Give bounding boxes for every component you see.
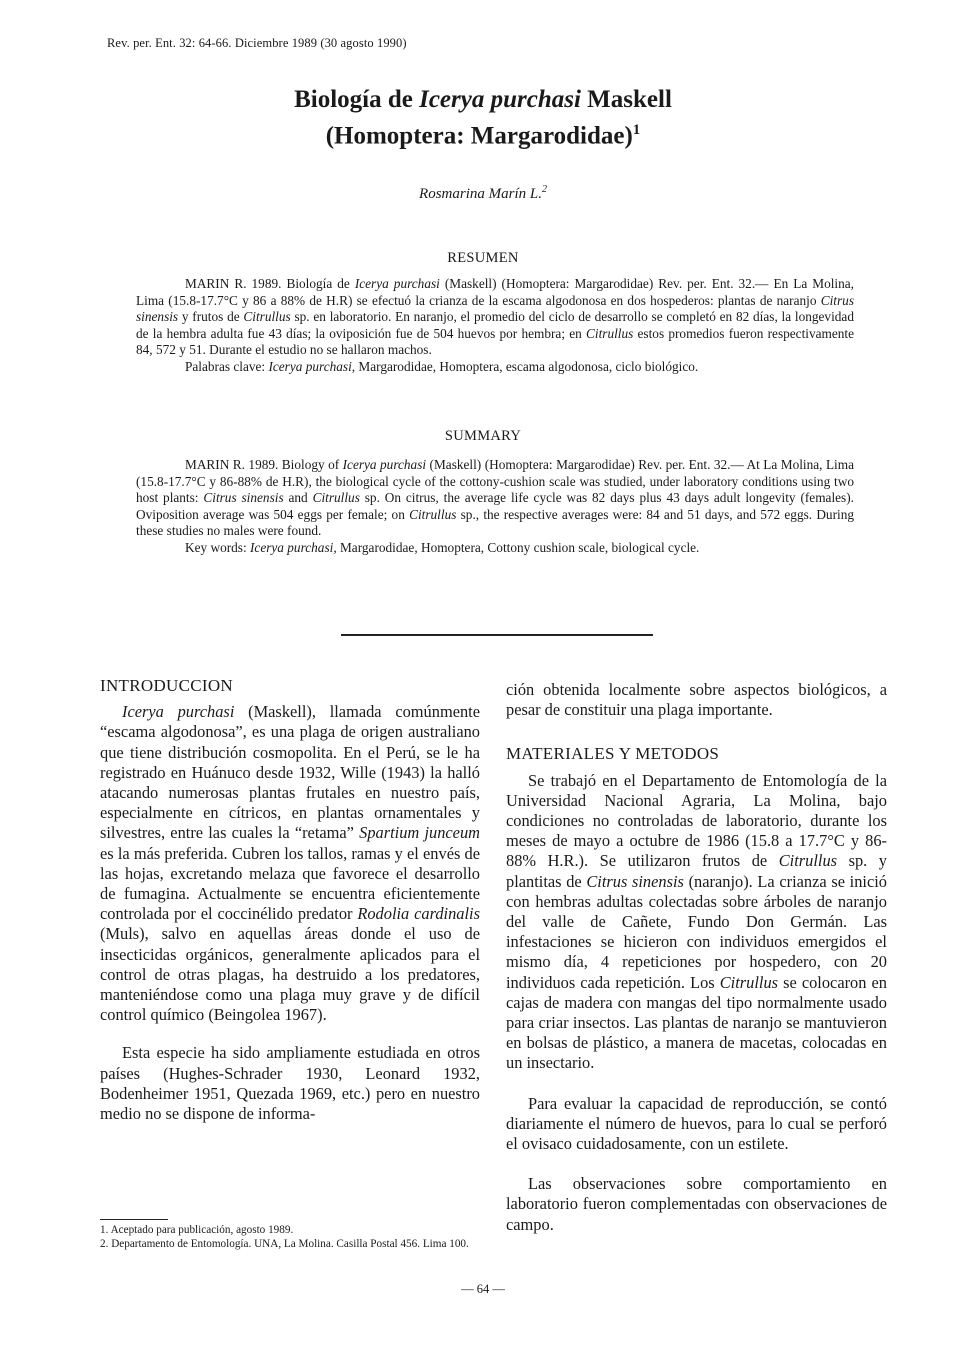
- author-name: Rosmarina Marín L.$^2$: [419, 184, 547, 202]
- title-line2: (Homoptera: Margarodidae): [325, 122, 633, 150]
- introduccion-continuation: ción obtenida localmente sobre aspectos biológicos, a pesar de constituir una plaga importante.: [506, 680, 887, 720]
- resumen-heading: RESUMEN: [447, 250, 519, 266]
- summary-abstract: [136, 457, 854, 557]
- journal-reference: Rev. per. Ent. 32: 64-66. Diciembre 1989 (30 agosto 1990): [107, 36, 407, 50]
- summary-keywords: Key words: Icerya purchasi, Margarodidae, Homoptera, Cottony cushion scale, biological cycle.: [185, 539, 700, 555]
- footnote-1: 1. Aceptado para publicación, agosto 1989.: [100, 1224, 294, 1236]
- title-footnote-mark: 1: [632, 122, 641, 138]
- resumen-body: MARIN R. 1989. Biología de Icerya purchasi (Maskell) (Homoptera: Margarodidae) Rev. per. Ent. 32.— En La Molina, Lima (15.8-17.7°C y 86 a 88% de H.R) se efectuó la crianza de la escama algodonosa en dos hospederos: plantas de naranjo Citrus sinensis y frutos de Citrullus sp. en laboratorio. En naranjo, el promedio del ciclo de desarrollo se completó en 82 días, la longevidad de la hembra adulta fue 43 días; la oviposición fue de 504 huevos por hembra; en Citrullus estos promedios fueron respectivamente 84, 572 y 51. Durante el estudio no se hallaron machos.: [136, 276, 854, 358]
- introduccion-paragraph-2: Esta especie ha sido ampliamente estudiada en otros países (Hughes-Schrader 1930, Leonard 1932, Bodenheimer 1951, Quezada 1969, etc.) pero en nuestro medio no se dispone de informa-: [100, 1043, 480, 1124]
- materiales-paragraph-3: Las observaciones sobre comportamiento en laboratorio fueron complementadas con observaciones de campo.: [506, 1174, 887, 1234]
- article-title: [0, 84, 966, 151]
- introduccion-paragraph-1: Icerya purchasi (Maskell), llamada comúnmente “escama algodonosa”, es una plaga de origen australiano que tiene distribución cosmopolita. En el Perú, se le ha registrado en Huánuco desde 1932, Wille (1943) la halló atacando numerosas plantas frutales en nuestro país, especialmente en cítricos, en plantas ornamentales y silvestres, entre las cuales la “retama” Spartium junceum es la más preferida. Cubren los tallos, ramas y el envés de las hojas, excretando melaza que favorece el desarrollo de fumagina. Actualmente se encuentra eficientemente controlada por el coccinélido predator Rodolia cardinalis (Muls), salvo en aquellas áreas donde el uso de insecticidas orgánicos, generalmente aplicados para el control de otras plagas, ha destruido a los predatores, manteniéndose como una plaga muy grave y de difícil control químico (Beingolea 1967).: [100, 702, 480, 1025]
- author-footnote-mark: 2: [541, 184, 547, 195]
- summary-body: MARIN R. 1989. Biology of Icerya purchasi (Maskell) (Homoptera: Margarodidae) Rev. per. Ent. 32.— At La Molina, Lima (15.8-17.7°C y 86-88% de H.R), the biological cycle of the cottony-cushion scale was studied, under laboratory conditions using two host plants: Citrus sinensis and Citrullus sp. On citrus, the average life cycle was 82 days plus 43 days adult longevity (females). Oviposition average was 504 eggs per female; on Citrullus sp., the respective averages were: 84 and 51 days, and 572 eggs. During these studies no males were found.: [136, 457, 854, 539]
- right-column: [506, 680, 887, 1235]
- left-column: [100, 676, 480, 1124]
- materiales-heading: MATERIALES Y METODOS: [506, 744, 720, 764]
- introduccion-heading: INTRODUCCION: [100, 676, 233, 695]
- materiales-paragraph-2: Para evaluar la capacidad de reproducción, se contó diariamente el número de huevos, para lo cual se perforó el ovisaco cuidadosamente, con un estilete.: [506, 1093, 887, 1154]
- title-species: Icerya purchasi: [419, 86, 581, 113]
- footnotes: [100, 1224, 484, 1251]
- footnote-2: 2. Departamento de Entomología. UNA, La Molina. Casilla Postal 456. Lima 100.: [100, 1237, 469, 1250]
- resumen-keywords: Palabras clave: Icerya purchasi, Margarodidae, Homoptera, escama algodonosa, ciclo biológico.: [185, 358, 699, 374]
- section-divider: [341, 634, 653, 636]
- footnote-rule: [100, 1219, 168, 1220]
- page-number: — 64 —: [461, 1282, 505, 1296]
- summary-heading: SUMMARY: [444, 428, 522, 444]
- title-suffix: Maskell: [580, 86, 672, 113]
- materiales-paragraph-1: Se trabajó en el Departamento de Entomología de la Universidad Nacional Agraria, La Molina, bajo condiciones no controladas de laboratorio, durante los meses de mayo a octubre de 1986 (15.8 a 17.7°C y 86-88% H.R.). Se utilizaron frutos de Citrullus sp. y plantitas de Citrus sinensis (naranjo). La crianza se inició con hembras adultas colectadas sobre árboles de naranjo del valle de Cañete, Fundo Don Germán. Las infestaciones se hicieron con individuos emergidos el mismo día, 4 repeticiones por hospedero, con 20 individuos cada repetición. Los Citrullus se colocaron en cajas de madera con mangas del tipo normalmente usado para criar insectos. Las plantas de naranjo se mantuvieron en bolsas de plástico, a manera de macetas, colocadas en un insectario.: [506, 770, 888, 1073]
- resumen-abstract: [136, 276, 854, 376]
- title-prefix: Biología de: [294, 86, 420, 113]
